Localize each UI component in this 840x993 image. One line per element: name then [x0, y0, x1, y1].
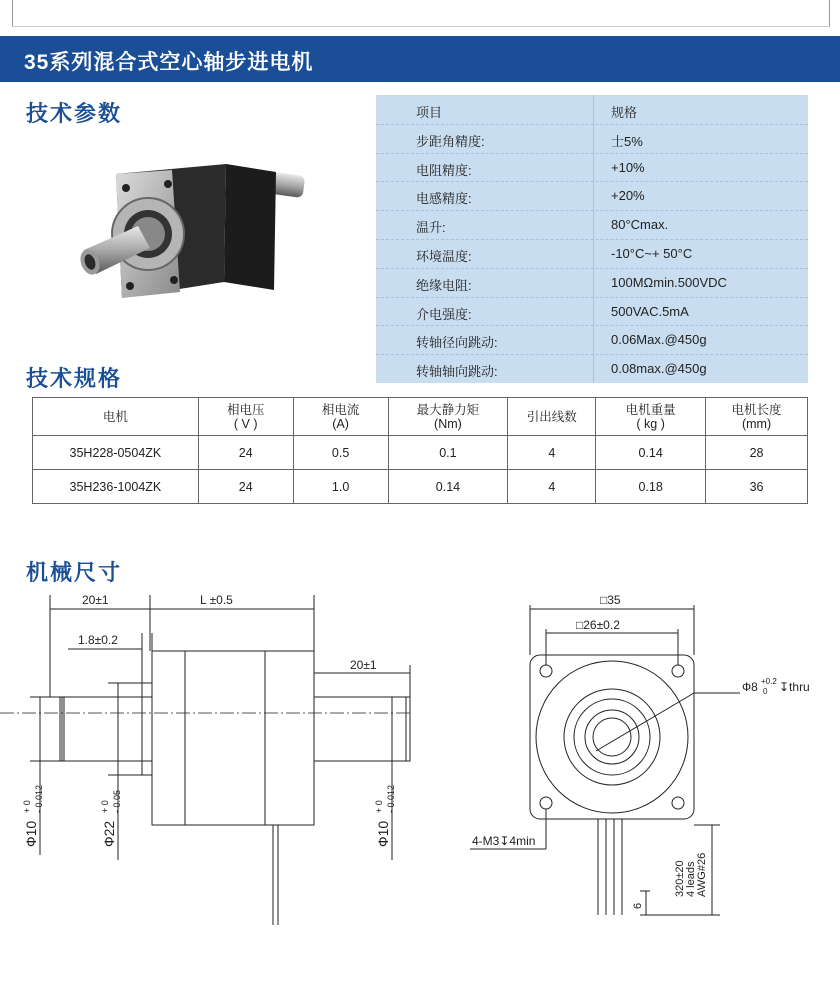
- param-key: 转轴轴向跳动:: [416, 364, 498, 380]
- param-header-value: 规格: [611, 105, 638, 120]
- param-key: 电阻精度:: [416, 162, 472, 178]
- tol-lower: - 0.012: [34, 784, 44, 813]
- dim-strip-length: 6: [632, 902, 644, 909]
- param-key: 绝缘电阻:: [416, 277, 472, 293]
- tol-upper: + 0: [374, 800, 384, 813]
- param-key: 转轴径向跳动:: [416, 335, 498, 351]
- param-row: [376, 354, 808, 383]
- dim-wire-gauge: AWG#26: [696, 852, 708, 897]
- param-table: [376, 95, 808, 383]
- param-value: 500VAC.5mA: [611, 303, 689, 319]
- param-row: [376, 268, 808, 298]
- spec-header-cell: 电机重量 ( kg ): [596, 398, 706, 436]
- param-value: 100MΩmin.500VDC: [611, 274, 727, 290]
- dim-flange-thickness: 1.8±0.2: [78, 633, 118, 647]
- spec-header-cell: 最大静力矩 (Nm): [388, 398, 508, 436]
- tol-lower: 0: [763, 687, 768, 696]
- dim-shaft-right-diameter: Ф10: [375, 820, 391, 847]
- dim-shaft-left-diameter: Ф10: [23, 820, 39, 847]
- param-value: 0.08max.@450g: [611, 361, 707, 377]
- tol-upper: +0.2: [761, 677, 777, 686]
- param-key: 环境温度:: [416, 249, 472, 264]
- param-header-key: 项目: [416, 105, 443, 120]
- section-title-dims: 机械尺寸: [26, 560, 123, 585]
- dimension-drawing: [0, 585, 840, 993]
- spec-cell: 0.14: [388, 470, 508, 504]
- dim-mount-holes: 4-M3↧4min: [472, 834, 536, 848]
- dim-flange-square: □35: [600, 593, 621, 607]
- dim-bore-thru: ↧thru: [779, 680, 810, 694]
- param-key: 步距角精度:: [416, 133, 485, 149]
- spec-cell: 24: [198, 470, 293, 504]
- motor-photo: [76, 140, 308, 322]
- spec-cell: 35H236-1004ZK: [33, 470, 199, 504]
- spec-cell: 0.18: [596, 470, 706, 504]
- spec-cell: 4: [508, 470, 596, 504]
- dim-lead-count: 4 leads: [685, 861, 697, 897]
- param-row: [376, 124, 808, 154]
- spec-header-cell: 电机: [33, 398, 199, 436]
- tol-lower: - 0.05: [112, 789, 122, 813]
- spec-header-cell: 引出线数: [508, 398, 596, 436]
- spec-header-cell: 相电压 ( V ): [198, 398, 293, 436]
- dim-bore-diameter: Ф8: [742, 680, 758, 694]
- tol-upper: + 0: [100, 800, 110, 813]
- param-header-row: [376, 95, 808, 125]
- param-value: -10°C~+ 50°C: [611, 246, 693, 261]
- dim-shaft-left-length: 20±1: [82, 593, 109, 607]
- param-key: 介电强度:: [416, 306, 472, 322]
- param-key: 温升:: [416, 220, 446, 236]
- param-row: [376, 210, 808, 240]
- section-title-params: 技术参数: [26, 101, 123, 126]
- dim-boss-diameter: Ф22: [101, 820, 117, 847]
- param-key: 电感精度:: [416, 191, 472, 207]
- side-view: [0, 595, 410, 925]
- spec-header-cell: 相电流 (A): [293, 398, 388, 436]
- title-banner: [0, 36, 840, 82]
- param-value: 80°Cmax.: [611, 217, 669, 233]
- spec-cell: 24: [198, 436, 293, 470]
- spec-cell: 0.5: [293, 436, 388, 470]
- param-value: 士5%: [611, 133, 643, 149]
- dim-body-length: L ±0.5: [200, 593, 233, 607]
- spec-cell: 28: [706, 436, 808, 470]
- page-frame: [12, 0, 830, 27]
- tol-upper: + 0: [22, 800, 32, 813]
- spec-header-cell: 电机长度 (mm): [706, 398, 808, 436]
- param-row: [376, 297, 808, 327]
- dim-hole-pitch: □26±0.2: [576, 618, 620, 632]
- table-row: [33, 470, 808, 504]
- spec-cell: 36: [706, 470, 808, 504]
- param-value: +10%: [611, 159, 645, 175]
- param-value: +20%: [611, 188, 645, 204]
- table-row: [33, 436, 808, 470]
- spec-cell: 1.0: [293, 470, 388, 504]
- param-row: [376, 181, 808, 211]
- spec-cell: 0.1: [388, 436, 508, 470]
- dim-shaft-right-length: 20±1: [350, 658, 377, 672]
- spec-table: [32, 397, 808, 504]
- spec-header-row: [33, 398, 808, 436]
- param-row: [376, 325, 808, 355]
- param-value: 0.06Max.@450g: [611, 332, 707, 348]
- spec-cell: 0.14: [596, 436, 706, 470]
- param-row: [376, 239, 808, 269]
- section-title-specs: 技术规格: [26, 366, 123, 391]
- spec-cell: 35H228-0504ZK: [33, 436, 199, 470]
- dim-lead-length: 320±20: [674, 860, 686, 897]
- tol-lower: - 0.012: [386, 784, 396, 813]
- spec-cell: 4: [508, 436, 596, 470]
- page-title: 35系列混合式空心轴步进电机: [24, 51, 314, 74]
- param-row: [376, 153, 808, 183]
